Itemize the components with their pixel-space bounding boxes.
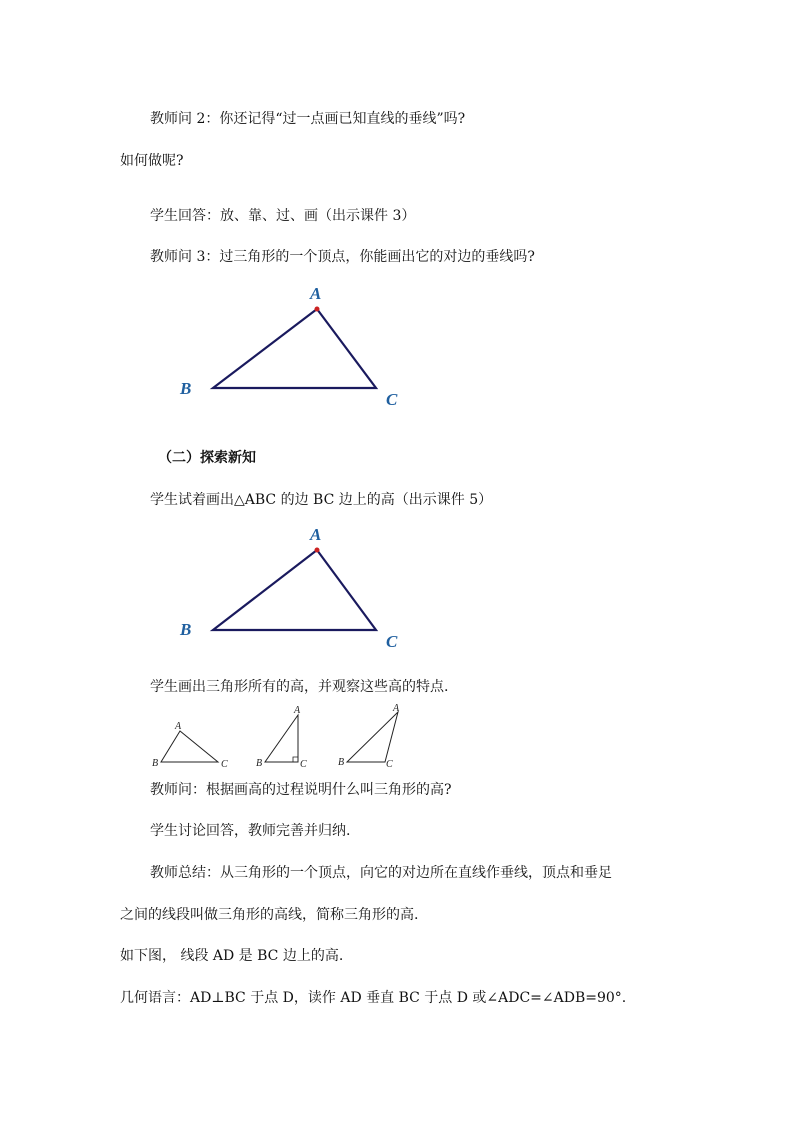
student-discussion: 学生讨论回答，教师完善并归纳. (150, 823, 351, 839)
teacher-question-2: 教师问 2：你还记得“过一点画已知直线的垂线”吗? (150, 111, 466, 127)
small-label-b-1: B (152, 758, 159, 769)
label-a-1: A (310, 284, 322, 303)
how-to-question: 如何做呢? (120, 153, 184, 169)
student-answer: 学生回答：放、靠、过、画（出示课件 3） (150, 208, 416, 224)
label-b-2: B (180, 620, 192, 639)
student-draw-all-altitudes: 学生画出三角形所有的高，并观察这些高的特点. (150, 679, 449, 695)
small-label-a-2: A (294, 705, 301, 716)
small-label-c-3: C (386, 759, 393, 770)
small-label-a-1: A (175, 721, 182, 732)
small-label-c-2: C (300, 759, 307, 770)
teacher-summary-line-2: 之间的线段叫做三角形的高线，简称三角形的高. (120, 907, 419, 923)
label-a-2: A (310, 525, 322, 544)
teacher-question-altitude: 教师问：根据画高的过程说明什么叫三角形的高? (150, 782, 452, 798)
teacher-question-3: 教师问 3：过三角形的一个顶点，你能画出它的对边的垂线吗? (150, 249, 535, 265)
small-label-b-3: B (338, 757, 345, 768)
section-heading-explore: （二）探索新知 (158, 450, 256, 466)
small-label-a-3: A (393, 703, 400, 714)
small-triangle-acute (161, 731, 218, 762)
small-label-b-2: B (256, 758, 263, 769)
label-b-1: B (180, 379, 192, 398)
small-triangle-right (265, 715, 298, 762)
student-try: 学生试着画出△ABC 的边 BC 边上的高（出示课件 5） (150, 492, 493, 508)
small-label-c-1: C (221, 759, 228, 770)
example-ad-altitude: 如下图， 线段 AD 是 BC 边上的高. (120, 948, 344, 964)
label-c-2: C (386, 632, 398, 651)
small-triangle-obtuse (347, 712, 398, 762)
right-angle-mark (293, 757, 298, 762)
label-c-1: C (386, 390, 398, 409)
teacher-summary-line-1: 教师总结：从三角形的一个顶点，向它的对边所在直线作垂线，顶点和垂足 (150, 865, 612, 881)
geometry-language: 几何语言：AD⊥BC 于点 D，读作 AD 垂直 BC 于点 D 或∠ADC=∠ADB=90°. (120, 990, 627, 1006)
